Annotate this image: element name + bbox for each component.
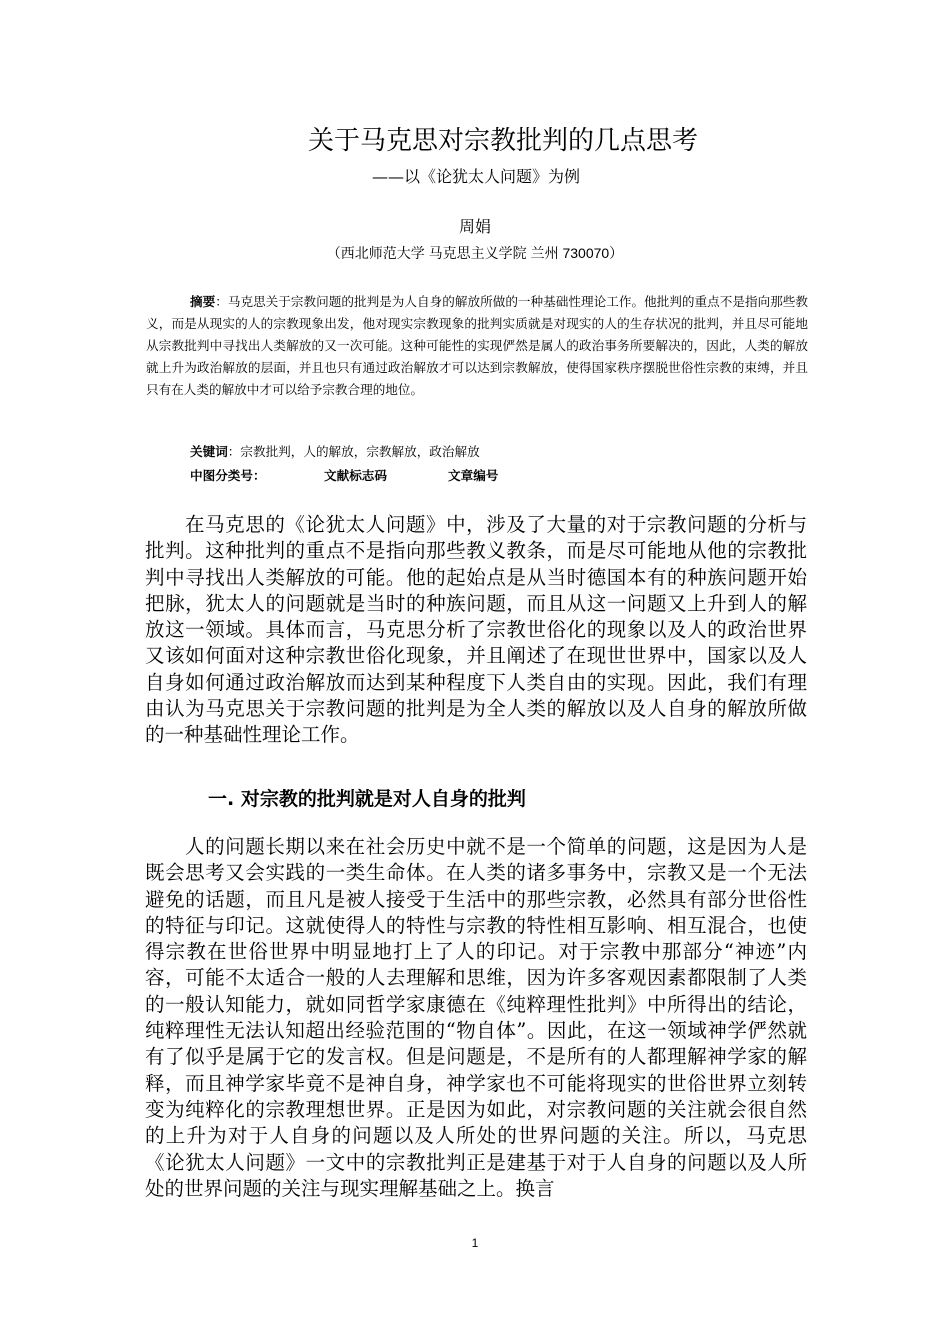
doc-code-label: 文献标志码 [324, 468, 387, 483]
section-heading-1: 一. 对宗教的批判就是对人自身的批判 [208, 788, 526, 810]
author-affiliation: （西北师范大学 马克思主义学院 兰州 730070） [326, 245, 624, 261]
keywords-text: ：宗教批判，人的解放，宗教解放，政治解放 [227, 444, 480, 459]
abstract-text: ：马克思关于宗教问题的批判是为人自身的解放所做的一种基础性理论工作。他批判的重点不是指向那些教义，而是从现实的人的宗教现象出发，他对现实宗教现象的批判实质就是对现实的人的生存状况的批判，并且尽可能地从宗教批判中寻找出人类解放的又一次可能。这种可能性的实现俨然是属人的政治事务所要解决的，因此，人类的解放就上升为政治解放的层面，并且也只有通过政治解放才可以达到宗教解放，使得国家秩序摆脱世俗性宗教的束缚，并且只有在人类的解放中才可以给予宗教合理的地位。 [146, 294, 809, 397]
page-number: 1 [471, 1236, 479, 1250]
article-number-label: 文章编号 [448, 468, 499, 483]
abstract-label: 摘要 [190, 294, 216, 309]
paper-title: 关于马克思对宗教批判的几点思考 [308, 126, 699, 156]
keywords [190, 441, 810, 463]
author-name: 周娟 [458, 217, 491, 236]
classification-line [190, 465, 810, 487]
body-paragraph-2: 人的问题长期以来在社会历史中就不是一个简单的问题，这是因为人是既会思考又会实践的一类生命体。在人类的诸多事务中，宗教又是一个无法避免的话题，而且凡是被人接受于生活中的那些宗教，必然具有部分世俗性的特征与印记。这就使得人的特性与宗教的特性相互影响、相互混合，也使得宗教在世俗世界中明显地打上了人的印记。对于宗教中那部分“神迹”内容，可能不太适合一般的人去理解和思维，因为许多客观因素都限制了人类的一般认知能力，就如同哲学家康德在《纯粹理性批判》中所得出的结论，纯粹理性无法认知超出经验范围的“物自体”。因此，在这一领域神学俨然就有了似乎是属于它的发言权。但是问题是，不是所有的人都理解神学家的解释，而且神学家毕竟不是神自身，神学家也不可能将现实的世俗世界立刻转变为纯粹化的宗教理想世界。正是因为如此，对宗教问题的关注就会很自然的上升为对于人自身的问题以及人所处的世界问题的关注。所以，马克思《论犹太人问题》一文中的宗教批判正是建基于对于人自身的问题以及人所处的世界问题的关注与现实理解基础之上。换言 [145, 835, 807, 1200]
keywords-label: 关键词 [190, 444, 228, 459]
clc-label: 中图分类号： [190, 468, 266, 483]
paper-subtitle: ——以《论犹太人问题》为例 [372, 167, 581, 186]
abstract [146, 291, 808, 401]
body-paragraph-1: 在马克思的《论犹太人问题》中，涉及了大量的对于宗教问题的分析与批判。这种批判的重点不是指向那些教义教条，而是尽可能地从他的宗教批判中寻找出人类解放的可能。他的起始点是从当时德国本有的种族问题开始把脉，犹太人的问题就是当时的种族问题，而且从这一问题又上升到人的解放这一领域。具体而言，马克思分析了宗教世俗化的现象以及人的政治世界又该如何面对这种宗教世俗化现象，并且阐述了在现世世界中，国家以及人自身如何通过政治解放而达到某种程度下人类自由的实现。因此，我们有理由认为马克思关于宗教问题的批判是为全人类的解放以及人自身的解放所做的一种基础性理论工作。 [145, 513, 807, 747]
